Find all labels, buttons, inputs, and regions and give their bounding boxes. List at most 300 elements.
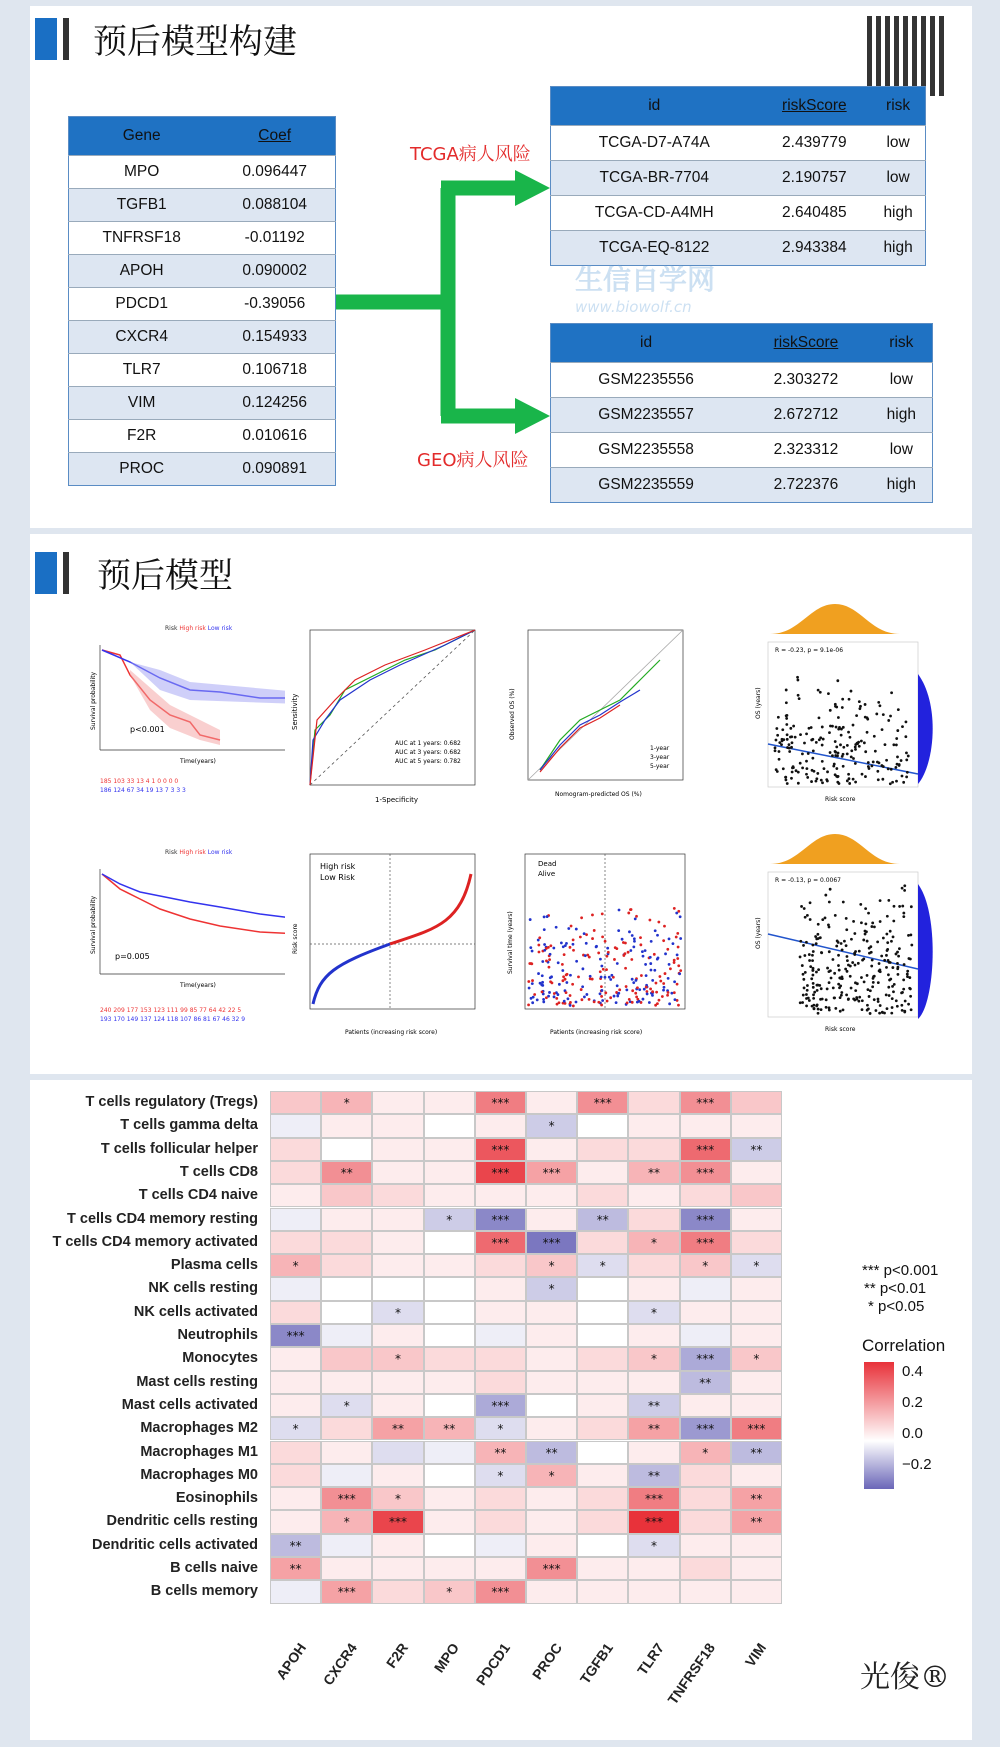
heatmap-row-label: NK cells activated — [133, 1303, 258, 1320]
scatter-point — [876, 770, 879, 773]
scatter-point — [631, 934, 634, 937]
scatter-point — [561, 963, 564, 966]
scatter-point — [555, 926, 558, 929]
heatmap-col-label: PDCD1 — [473, 1640, 514, 1689]
scatter-point — [672, 942, 675, 945]
scatter-point — [892, 935, 895, 938]
scatter-point — [897, 973, 900, 976]
scatter-point — [890, 940, 893, 943]
heatmap-cell: * — [321, 1091, 372, 1114]
scatter-point — [892, 920, 895, 923]
heatmap-cell — [321, 1138, 372, 1161]
nomogram-calibration-plot — [500, 620, 690, 810]
heatmap-cell: * — [526, 1114, 577, 1137]
scatter-point — [669, 967, 672, 970]
scatter-point — [866, 974, 869, 977]
scatter-point — [778, 758, 781, 761]
heatmap-cell — [270, 1487, 321, 1510]
scatter-point — [833, 996, 836, 999]
scatter-point — [906, 975, 909, 978]
scatter-point — [567, 927, 570, 930]
scatter-point — [889, 930, 892, 933]
scatter-point — [877, 1000, 880, 1003]
heatmap-cell — [372, 1091, 423, 1114]
scatter-point — [543, 928, 546, 931]
scatter-point — [903, 963, 906, 966]
scatter-point — [884, 743, 887, 746]
heatmap-cell: ** — [577, 1208, 628, 1231]
scatter-point — [678, 972, 681, 975]
scatter-point — [806, 984, 809, 987]
scatter-point — [840, 942, 843, 945]
heatmap-cell — [372, 1534, 423, 1557]
heatmap-cell — [372, 1138, 423, 1161]
scatter-point — [634, 918, 637, 921]
scatter-point — [811, 757, 814, 760]
heatmap-cell — [424, 1254, 475, 1277]
scatter-point — [642, 998, 645, 1001]
heatmap-cell: ** — [628, 1464, 679, 1487]
scatter-point — [552, 947, 555, 950]
heatmap-cell — [526, 1208, 577, 1231]
scatter-point — [558, 1001, 561, 1004]
heatmap-cell: * — [628, 1301, 679, 1324]
scatter-point — [864, 922, 867, 925]
table-cell: 2.640485 — [758, 196, 872, 231]
heatmap-cell — [680, 1301, 731, 1324]
scatter-point — [910, 1008, 913, 1011]
scatter-point — [859, 705, 862, 708]
scatter-point — [782, 767, 785, 770]
scatter-point — [666, 948, 669, 951]
scatter-point — [632, 981, 635, 984]
scatter-point — [585, 942, 588, 945]
scatter-point — [629, 908, 632, 911]
scatter-point — [901, 887, 904, 890]
scatter-point — [854, 964, 857, 967]
scatter-point — [825, 778, 828, 781]
header-coef: Coef — [214, 117, 335, 156]
heatmap-row-label: Macrophages M0 — [140, 1466, 258, 1483]
scatter-point — [653, 953, 656, 956]
scatter-point — [812, 997, 815, 1000]
heatmap-cell — [372, 1580, 423, 1603]
scatter-point — [815, 942, 818, 945]
scatter-point — [796, 676, 799, 679]
scatter-point — [879, 899, 882, 902]
heatmap-cell — [680, 1277, 731, 1300]
scatter-point — [909, 995, 912, 998]
table-cell: low — [871, 161, 925, 196]
heatmap-cell: *** — [321, 1487, 372, 1510]
scatter-point — [819, 691, 822, 694]
scatter-point — [663, 925, 666, 928]
table-cell: 0.154933 — [214, 321, 335, 354]
km2-risk-high: 240 209 177 153 123 111 99 85 77 64 42 22 5 — [100, 1007, 242, 1014]
heatmap-cell — [270, 1091, 321, 1114]
scatter-point — [581, 985, 584, 988]
table-cell: high — [871, 231, 925, 266]
scatter-point — [808, 959, 811, 962]
heatmap-cell — [321, 1371, 372, 1394]
scatter-point — [811, 1005, 814, 1008]
heatmap-cell — [526, 1417, 577, 1440]
heatmap-cell — [731, 1557, 782, 1580]
heatmap-cell — [424, 1114, 475, 1137]
scatter-point — [597, 1001, 600, 1004]
scatter-point — [846, 955, 849, 958]
scatter-point — [822, 738, 825, 741]
scatter-point — [821, 918, 824, 921]
scatter-point — [895, 780, 898, 783]
heatmap-cell — [424, 1510, 475, 1533]
heatmap-cell — [577, 1347, 628, 1370]
scatter-point — [805, 767, 808, 770]
scatter-point — [616, 995, 619, 998]
heatmap-cell: *** — [526, 1557, 577, 1580]
scatter-point — [553, 992, 556, 995]
scatter-point — [609, 978, 612, 981]
heatmap-cell — [372, 1557, 423, 1580]
heatmap-cell — [424, 1347, 475, 1370]
scatter-point — [667, 977, 670, 980]
heatmap-cell — [270, 1464, 321, 1487]
nomo-xlabel: Nomogram-predicted OS (%) — [555, 791, 642, 798]
scatter-point — [904, 1000, 907, 1003]
scatter-point — [813, 991, 816, 994]
scatter-point — [615, 1001, 618, 1004]
heatmap-cell — [424, 1231, 475, 1254]
heatmap-cell — [372, 1394, 423, 1417]
scatter-point — [664, 972, 667, 975]
heatmap-cell — [526, 1487, 577, 1510]
scatter-point — [821, 998, 824, 1001]
heatmap-cell: ** — [270, 1534, 321, 1557]
table-cell: 2.672712 — [741, 398, 870, 433]
nomo-legend-2: 3-year — [650, 754, 670, 761]
scatter-point — [838, 782, 841, 785]
scatter-point — [547, 995, 550, 998]
heatmap-cell: * — [526, 1254, 577, 1277]
scatter-point — [778, 750, 781, 753]
scatter-point — [840, 991, 843, 994]
heatmap-col-label: TNFRSF18 — [664, 1640, 719, 1708]
scatter-point — [802, 944, 805, 947]
scatter-point — [572, 1005, 575, 1008]
scatter-point — [906, 970, 909, 973]
scatter-point — [835, 726, 838, 729]
section1-title: 预后模型构建 — [93, 22, 297, 62]
scatter-point — [910, 944, 913, 947]
heatmap-cell: * — [321, 1394, 372, 1417]
heatmap-cell — [475, 1301, 526, 1324]
color-tick-3: 0.0 — [902, 1425, 923, 1442]
scatter-point — [644, 963, 647, 966]
heatmap-cell — [577, 1324, 628, 1347]
heatmap-cell — [577, 1138, 628, 1161]
scatter-point — [892, 990, 895, 993]
scatter-point — [589, 975, 592, 978]
scatter-point — [600, 965, 603, 968]
scatter-point — [530, 997, 533, 1000]
heatmap-cell: *** — [475, 1580, 526, 1603]
scatter-point — [804, 971, 807, 974]
scatter-point — [845, 917, 848, 920]
scatter-point — [663, 986, 666, 989]
scatter-point — [891, 985, 894, 988]
scatter-point — [888, 994, 891, 997]
scatter-point — [802, 994, 805, 997]
heatmap-cell — [475, 1510, 526, 1533]
scatter-point — [651, 979, 654, 982]
scatter-point — [864, 703, 867, 706]
scatter-point — [891, 781, 894, 784]
scatter-point — [820, 779, 823, 782]
scatter-point — [618, 909, 621, 912]
heatmap-cell: * — [526, 1464, 577, 1487]
scatter-point — [805, 1005, 808, 1008]
heatmap-cell — [372, 1161, 423, 1184]
heatmap-cell — [680, 1394, 731, 1417]
heatmap-cell — [577, 1510, 628, 1533]
scatter-point — [675, 912, 678, 915]
scatter-point — [848, 782, 851, 785]
scatter-point — [636, 1001, 639, 1004]
scatter-point — [600, 995, 603, 998]
scatter-point — [896, 1005, 899, 1008]
scatter-point — [871, 959, 874, 962]
scatter-point — [893, 905, 896, 908]
scatter-point — [878, 962, 881, 965]
tcga-label: TCGA病人风险 — [410, 144, 531, 165]
heatmap-cell — [577, 1161, 628, 1184]
scatter-point — [631, 989, 634, 992]
scatter-point — [844, 968, 847, 971]
table-cell: TNFRSF18 — [69, 222, 215, 255]
heatmap-cell — [577, 1184, 628, 1207]
heatmap-cell — [424, 1534, 475, 1557]
scatter-point — [806, 989, 809, 992]
heatmap-cell: * — [731, 1347, 782, 1370]
scatter-point — [839, 1010, 842, 1013]
scatter-point — [842, 901, 845, 904]
scatter-point — [547, 946, 550, 949]
scatter-point — [845, 928, 848, 931]
scatter-point — [811, 954, 814, 957]
scatter-point — [901, 775, 904, 778]
scatter-point — [593, 1000, 596, 1003]
scatter-point — [626, 1001, 629, 1004]
scatter-point — [785, 701, 788, 704]
table-cell: GSM2235557 — [551, 398, 742, 433]
scatter-point — [604, 940, 607, 943]
color-legend-bar — [864, 1362, 894, 1489]
scatter-point — [569, 994, 572, 997]
heatmap-cell — [526, 1091, 577, 1114]
corr2-xlabel: Risk score — [825, 1026, 856, 1033]
scatter-point — [907, 934, 910, 937]
scatter-point — [903, 884, 906, 887]
scatter-point — [852, 778, 855, 781]
heatmap-cell: ** — [321, 1161, 372, 1184]
scatter-point — [849, 736, 852, 739]
scatter-point — [894, 766, 897, 769]
scatter-point — [538, 936, 541, 939]
scatter-point — [797, 694, 800, 697]
scatter-point — [864, 775, 867, 778]
scatter-point — [816, 933, 819, 936]
km1-xlabel: Time(years) — [180, 758, 216, 765]
heatmap-cell — [424, 1371, 475, 1394]
scatter-point — [676, 957, 679, 960]
scatter-point — [885, 966, 888, 969]
heatmap-cell: *** — [680, 1091, 731, 1114]
scatter-point — [846, 744, 849, 747]
scatter-point — [901, 905, 904, 908]
table-cell: low — [871, 433, 933, 468]
scatter-point — [902, 915, 905, 918]
table-cell: APOH — [69, 255, 215, 288]
scatter-point — [829, 709, 832, 712]
scatter-point — [833, 972, 836, 975]
scatter-point — [584, 954, 587, 957]
header-accent-dark — [63, 552, 69, 594]
heatmap-cell — [731, 1464, 782, 1487]
table-cell: 2.439779 — [758, 126, 872, 161]
scatter-point — [870, 925, 873, 928]
heatmap-cell: *** — [475, 1231, 526, 1254]
scatter-point — [858, 950, 861, 953]
scatter-point — [676, 983, 679, 986]
scatter-point — [900, 991, 903, 994]
table-cell: 0.106718 — [214, 354, 335, 387]
heatmap-cell — [475, 1534, 526, 1557]
scatter-point — [806, 776, 809, 779]
scatter-point — [649, 987, 652, 990]
scatter-point — [832, 986, 835, 989]
table-cell: PDCD1 — [69, 288, 215, 321]
scatter-point — [667, 991, 670, 994]
heatmap-cell — [321, 1417, 372, 1440]
scatter-point — [840, 728, 843, 731]
scatter-point — [628, 930, 631, 933]
header-risk: risk — [871, 87, 925, 126]
scatter-point — [874, 750, 877, 753]
scatter-point — [837, 941, 840, 944]
scatter-point — [885, 933, 888, 936]
header-accent-blue — [35, 552, 57, 594]
scatter-point — [817, 923, 820, 926]
heatmap-cell — [270, 1208, 321, 1231]
heatmap-cell: *** — [680, 1208, 731, 1231]
scatter-point — [854, 981, 857, 984]
scatter-point — [790, 777, 793, 780]
scatter-point — [805, 773, 808, 776]
scatter-point — [624, 967, 627, 970]
heatmap-cell — [424, 1138, 475, 1161]
heatmap-cell — [424, 1441, 475, 1464]
color-tick-1: 0.4 — [902, 1363, 923, 1380]
scatter-point — [570, 925, 573, 928]
scatter-point — [616, 962, 619, 965]
heatmap-cell — [731, 1371, 782, 1394]
scatter-point — [582, 967, 585, 970]
scatter-point — [903, 1011, 906, 1014]
scatter-point — [677, 1004, 680, 1007]
heatmap-row-label: T cells gamma delta — [120, 1117, 258, 1134]
heatmap-cell: ** — [731, 1487, 782, 1510]
scatter-point — [565, 991, 568, 994]
scatter-point — [840, 994, 843, 997]
scatter-point — [866, 1009, 869, 1012]
scatter-point — [668, 1002, 671, 1005]
scatter-point — [812, 969, 815, 972]
scatter-point — [890, 691, 893, 694]
heatmap-cell — [270, 1231, 321, 1254]
scatter-point — [896, 729, 899, 732]
table-cell: 2.323312 — [741, 433, 870, 468]
scatter-point — [809, 965, 812, 968]
scatter-point — [635, 995, 638, 998]
scatter-point — [607, 951, 610, 954]
scatter-point — [774, 746, 777, 749]
corr1-ylabel: OS (years) — [755, 687, 762, 719]
scatter-point — [789, 736, 792, 739]
heatmap-col-label: VIM — [742, 1640, 770, 1670]
scatter-point — [898, 905, 901, 908]
scatter-point — [812, 982, 815, 985]
scatter-point — [560, 942, 563, 945]
heatmap-cell — [680, 1534, 731, 1557]
scatter-point — [812, 749, 815, 752]
header-id: id — [551, 324, 742, 363]
scatter-point — [650, 969, 653, 972]
heatmap-cell — [731, 1534, 782, 1557]
header-riskscore: riskScore — [758, 87, 872, 126]
scatter-point — [883, 1012, 886, 1015]
heatmap-cell: *** — [321, 1580, 372, 1603]
scatter-point — [873, 735, 876, 738]
scatter-point — [528, 987, 531, 990]
km2-xlabel: Time(years) — [180, 982, 216, 989]
scatter-point — [839, 977, 842, 980]
scatter-point — [565, 981, 568, 984]
heatmap-cell — [270, 1441, 321, 1464]
scatter-point — [785, 723, 788, 726]
scatter-point — [575, 1001, 578, 1004]
scatter-point — [777, 716, 780, 719]
table-cell: 2.722376 — [741, 468, 870, 503]
scatter-point — [854, 989, 857, 992]
heatmap-cell — [424, 1487, 475, 1510]
scatter-point — [537, 944, 540, 947]
corr2-stat: R = -0.13, p = 0.0067 — [775, 877, 841, 884]
scatter-point — [903, 889, 906, 892]
scatter-point — [834, 750, 837, 753]
scatter-point — [531, 950, 534, 953]
scatter-point — [867, 988, 870, 991]
scatter-point — [579, 936, 582, 939]
scatter-point — [817, 937, 820, 940]
scatter-point — [857, 1000, 860, 1003]
scatter-point — [834, 914, 837, 917]
scatter-point — [575, 928, 578, 931]
scatter-point — [897, 708, 900, 711]
roc-xlabel: 1-Specificity — [375, 796, 419, 804]
heatmap-cell — [731, 1208, 782, 1231]
scatter-point — [605, 968, 608, 971]
scatter-point — [542, 1000, 545, 1003]
